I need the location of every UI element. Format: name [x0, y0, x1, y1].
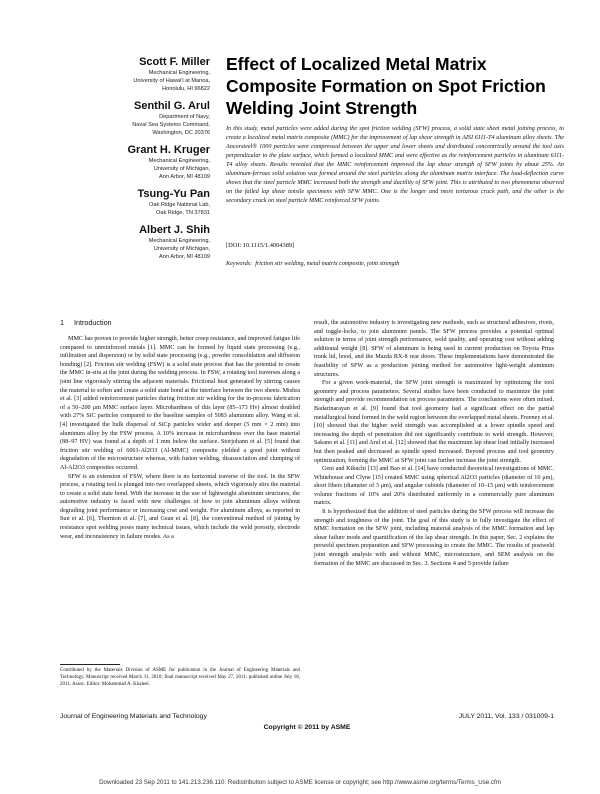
section-number: 1	[60, 318, 64, 327]
author-affiliation: Ann Arbor, MI 48109	[159, 254, 210, 260]
keywords	[226, 261, 399, 267]
author-affiliation: University of Michigan,	[153, 166, 210, 172]
author-affiliation: Washington, DC 20376	[152, 130, 210, 136]
issue-info: JULY 2011, Vol. 133 / 031009-1	[458, 713, 554, 720]
author-affiliation: University of Hawai'i at Manoa,	[133, 78, 210, 84]
body-paragraph: Geni and Kikuchi [13] and Bao et al. [14] have conducted theoretical investigations of MMC. Whitehouse and Clyne [15] created MMC using spherical Al2O3 particles (diameter of 10 μm), short fibers (diameter of 3 μm), and angular cuboids (diameter of 10–15 μm) with reinforcement volume fractions of 10% and 20% distributed uniformly in a commercially pure aluminum matrix.	[314, 466, 554, 507]
author-name: Grant H. Kruger	[127, 144, 210, 156]
body-paragraph: It is hypothesized that the addition of steel particles during the SFW process will increase the strength and toughness of the joint. The goal of this study is to fully investigate the effect of MMC formation on the SFW joint, including material analysis of the MMC formation and lap shear failure mode and quantification of the lap shear strength. In this paper, Sec. 2 explains the preweld specimen preparation and SFW processing to create the MMC. The results of postweld joint strength analysis with and without MMC, microstructure, and SEM analysis on the formation of the MMC are discussed in Sec. 3. Sections 4 and 5 provide failure	[314, 509, 554, 567]
author-name: Senthil G. Arul	[134, 100, 210, 112]
paper-title: Effect of Localized Metal Matrix Composite Formation on Spot Friction Welding Joint Strength	[226, 54, 546, 118]
body-column-right	[314, 319, 554, 568]
author-affiliation: Mechanical Engineering,	[148, 158, 210, 164]
author-block	[60, 224, 210, 261]
author-block	[60, 144, 210, 181]
journal-name: Journal of Engineering Materials and Technology	[60, 713, 207, 720]
author-affiliation: Oak Ridge National Lab,	[149, 202, 210, 208]
author-affiliation: University of Michigan,	[153, 246, 210, 252]
body-paragraph: MMC has proven to provide higher strength, better creep resistance, and improved fatigue life compared to unreinforced metals [1]. MMC can be formed by liquid state processing (e.g., infiltration and dispersion) or by solid state processing (e.g., powder consolidation and diffusion bonding) [2]. Friction stir welding (FSW) is a solid state process that has the potential to create the MMC in-situ at the joint during the welding process. In FSW, a rotating tool traverses along a joint line vigorously stirring the adjacent materials. Frictional heat generated by stirring causes the material to soften and create a solid state bond at the interface between the two sheets. Mishra et al. [3] added reinforcement particles during friction stir welding for the in-process fabrication of a 50–200 μm MMC surface layer. Microhardness of this layer (85–173 Hv) almost doubled with 27% SiC particles compared to the baseline samples of 5083 aluminum alloy. Wang et al. [4] investigated the bulk dispersal of SiCp particles wider and deeper (5 mm × 2 mm) into aluminum alloy by the FSW process. A 10% increase in microhardness over the base material (88–97 HV) was found at a depth of 1 mm below the surface. Storjohann et al. [5] found that friction stir welding of 6061-Al2O3 (Al-MMC) composite yielded a good joint without degradation of the microstructure whereas, with fusion welding, disassociation and clumping of Al-Al2O3 composites occurred.	[60, 336, 300, 471]
author-name: Scott F. Miller	[139, 56, 210, 68]
author-block	[60, 188, 210, 217]
download-notice: Downloaded 23 Sep 2011 to 141.213.236.110. Redistribution subject to ASME license or copyright; see http://www.asme.org/terms/Terms_Use.cfm	[99, 779, 501, 786]
footnote-rule	[60, 664, 120, 665]
body-paragraph: result, the automotive industry is investigating new methods, such as structural adhesives, rivets, and toggle-locks, to join aluminum panels. The SFW process provides a potential optimal solution in terms of joint strength performance, weld quality, and operating cost without adding additional weight [8]. SFW of aluminum is being used in current production on Toyota Prius trunk lid, hood, and the Mazda RX-8 rear doors. These implementations have demonstrated the feasibility of SFW as a production joining method for automotive light-weight aluminum structures.	[314, 320, 554, 378]
author-name: Albert J. Shih	[139, 224, 210, 236]
section-heading	[60, 318, 112, 327]
body-paragraph: SFW is an extension of FSW, where there is no horizontal traverse of the tool. In the SFW process, a rotating tool is plunged into two overlapped sheets, which vigorously stirs the material to create a solid state bond. With the increase in the use of lightweight aluminum structures, the automotive industry is faced with new challenges of how to join aluminum alloys without degrading joint performance or increasing cost and weight. For aluminum alloys, as reported in Sun et al. [6], Thornton et al. [7], and Gean et al. [8], the conventional method of joining by resistance spot welding poses many technical issues, which include the weld porosity, electrode wear, and inconsistency in failure modes. As a	[60, 473, 300, 540]
author-affiliation: Honolulu, HI 96822	[162, 86, 210, 92]
author-affiliation: Department of Navy,	[159, 114, 210, 120]
footnote: Contributed by the Materials Division of ASME for publication in the Journal of Engineering Materials and Technology. Manuscript received March 31, 2010; final manuscript received May 27, 2011; published online July 18, 2011. Assoc. Editor: Mohammad A. Khaleel.	[60, 668, 300, 688]
keywords-text: friction stir welding, metal matrix composite, joint strength	[255, 261, 400, 267]
author-affiliation: Mechanical Engineering,	[148, 238, 210, 244]
body-column-left	[60, 335, 300, 541]
copyright-notice: Copyright © 2011 by ASME	[263, 724, 351, 731]
author-block	[60, 100, 210, 137]
author-affiliation: Oak Ridge, TN 37831	[155, 210, 210, 216]
author-list	[60, 56, 210, 268]
author-block	[60, 56, 210, 93]
body-paragraph: For a given work-material, the SFW joint strength is maximized by optimizing the tool geometry and process parameters. Several studies have been conducted to maximize the joint strength and provide recommendation on process parameters. The conclusions were often mixed. Badarinarayan et al. [9] found that tool geometry had a significant effect on the partial metallurgical bond formed in the weld region between the overlapped metal sheets. Freeney et al. [10] showed that the higher weld strength was accomplished at a lower spindle speed and increasing the depth of penetration did not significantly contribute to weld strength. However, Sakano et al. [11] and Arul et al. [12] showed that the maximum lap shear load initially increased but then peaked and decreased as spindle speed increased. Beyond process and tool geometry optimization, forming the MMC at SFW joint can further increase the joint strength.	[314, 380, 554, 464]
author-name: Tsung-Yu Pan	[137, 188, 210, 200]
author-affiliation: Naval Sea Systems Command,	[132, 122, 210, 128]
doi-link[interactable]: [DOI: 10.1115/1.4004389]	[226, 242, 295, 249]
author-affiliation: Mechanical Engineering,	[148, 70, 210, 76]
abstract: In this study, metal particles were added during the spot friction welding (SFW) process, a solid state sheet metal joining process, to create a localized metal matrix composite (MMC) for the improvement of lap shear strength in AISI 6111-T4 aluminum alloy sheets. The Ancorsteel® 1000 particles were compressed between the upper and lower sheets and distributed concentrically around the tool axis perpendicular to the plate surface, which formed a localized MMC and were effective as the reinforcement particles in aluminum 6111-T4 alloy sheets. Results revealed that the MMC reinforcement improved the lap shear strength of SFW joints by about 25%. An aluminum-ferrous solid solution was formed around the steel particles along the aluminum matrix interface. The load-deflection curve shows that the steel particle MMC increased both the strength and ductility of SFW joint. This is attributed to two phenomena observed on the failed lap shear tensile specimens with SFW MMC. One is the longer and more torturous crack path, and the other is the secondary crack on steel particle MMC reinforced SFW joints.	[226, 126, 564, 204]
section-title: Introduction	[74, 318, 112, 327]
author-affiliation: Ann Arbor, MI 48109	[159, 174, 210, 180]
keywords-label: Keywords:	[226, 261, 253, 267]
